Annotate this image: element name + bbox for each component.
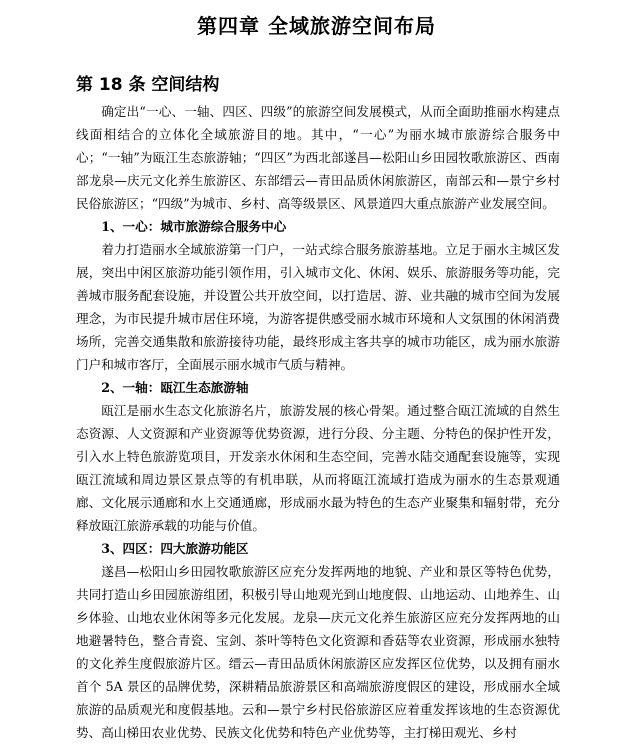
section-paragraph: 遂昌—松阳山乡田园牧歌旅游区应充分发挥两地的地貌、产业和景区等特色优势，共同打造山乡田园旅游组团，积极引导山地观光到山地度假、山地运动、山地养生、山乡体验、山地农业休闲等多元化发展。龙泉—庆元文化养生旅游区应充分发挥两地的山地避暑特色，整合青瓷、宝剑、茶叶等特色文化资源和香菇等农业资源，形成丽水独特的文化养生度假旅游片区。缙云—青田品质休闲旅游区应发挥区位优势，以及拥有丽水首个 5A 景区的品牌优势，深耕精品旅游景区和高端旅游度假区的建设，形成丽水全域旅游的品质观光和度假基地。云和—景宁乡村民俗旅游区应着重发挥该地的生态资源优势、高山梯田农业优势、民族文化优势和特色产业优势等，主打梯田观光、乡村 (76, 564, 560, 740)
intro-paragraph: 确定出“一心、一轴、四区、四级”的旅游空间发展模式，从而全面助推丽水构建点线面相结合的立体化全域旅游目的地。其中，“一心”为丽水城市旅游综合服务中心；“一轴”为瓯江生态旅游轴；“四区”为西北部遂昌—松阳山乡田园牧歌旅游区、西南部龙泉—庆元文化养生旅游区、东部缙云—青田品质休闲旅游区，南部云和—景宁乡村民俗旅游区；“四级”为城市、乡村、高等级景区、风景道四大重点旅游产业发展空间。 (76, 104, 560, 211)
section-paragraph: 着力打造丽水全域旅游第一门户，一站式综合服务旅游基地。立足于丽水主城区发展，突出中闲区旅游功能引领作用，引入城市文化、休闲、娱乐、旅游服务等功能，完善城市服务配套设施，并设置公共开放空间，以打造居、游、业共融的城市空间为发展理念，为市民提升城市居住环境，为游客提供感受丽水城市环境和人文氛围的休闲消费场所，完善交通集散和旅游接待功能，最终形成主客共享的城市功能区，成为丽水旅游门户和城市客厅，全面展示丽水城市气质与精神。 (76, 242, 560, 372)
chapter-title: 第四章 全域旅游空间布局 (197, 14, 436, 38)
article-title: 第 18 条 空间结构 (76, 75, 220, 95)
section-heading: 1、一心：城市旅游综合服务中心 (101, 219, 287, 234)
document-body (76, 100, 560, 744)
section-paragraph: 瓯江是丽水生态文化旅游名片，旅游发展的核心骨架。通过整合瓯江流域的自然生态资源、人文资源和产业资源等优势资源，进行分段、分主题、分特色的保护性开发，引入水上特色旅游览项目，开发亲水休闲和生态空间，完善水陆交通配套设施等，实现瓯江流域和周边景区景点等的有机串联，从而将瓯江流域打造成为丽水的生态景观通廊、文化展示通廊和水上交通通廊，形成丽水最为特色的生态产业聚集和辐射带，充分释放瓯江旅游承载的功能与价值。 (76, 403, 560, 533)
section-heading: 3、四区：四大旅游功能区 (101, 541, 249, 556)
section-heading: 2、一轴：瓯江生态旅游轴 (101, 380, 249, 395)
